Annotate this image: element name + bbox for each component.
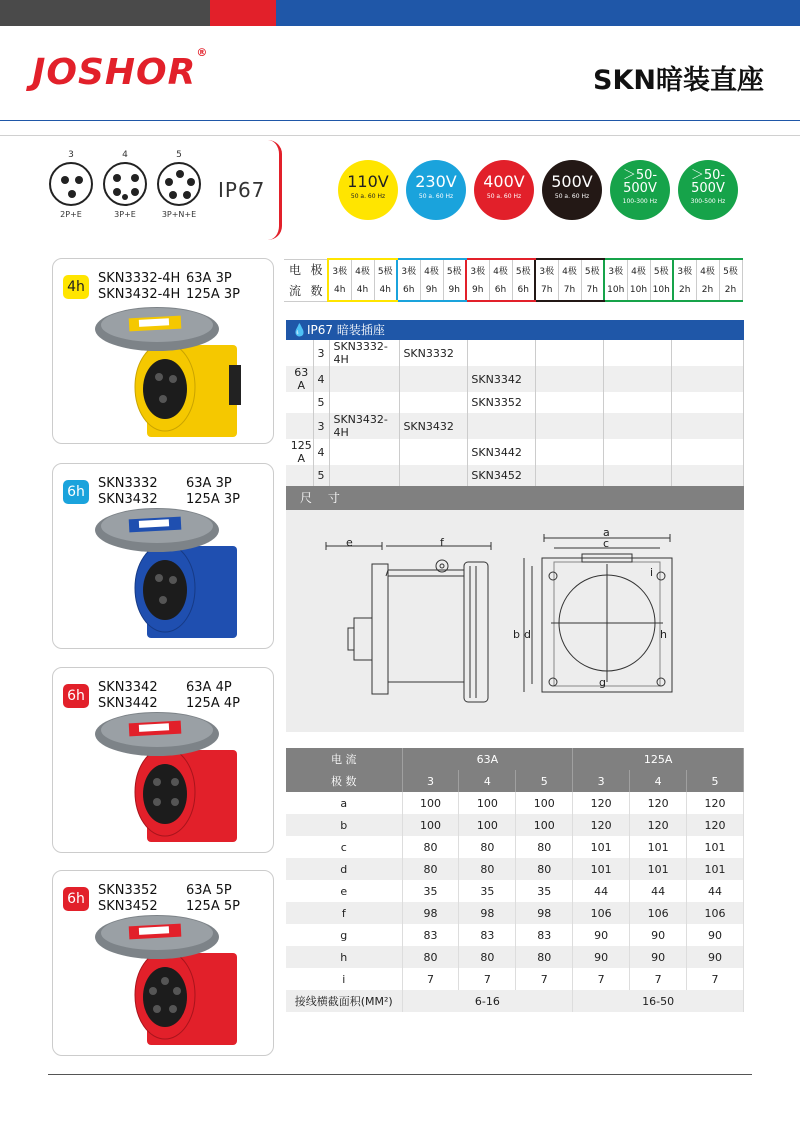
model-line: SKN3442 125A 4P (98, 696, 240, 711)
ip-cell-pole: 3 (314, 413, 330, 439)
grid-hour-cell: 2h (673, 280, 696, 301)
grid-hour-cell: 10h (627, 280, 650, 301)
product-card-6h-4p (52, 667, 274, 853)
ip-table-row (286, 366, 744, 392)
spec-cell: 106 (573, 902, 630, 924)
top-color-bar (0, 0, 800, 26)
dim-label-c: c (603, 537, 610, 550)
pin-diagram-4: 4 3P+E (102, 150, 148, 219)
spec-cell: 80 (402, 836, 459, 858)
grid-hour-cell: 7h (558, 280, 581, 301)
wire-label: 接线横截面积(MM²) (286, 990, 402, 1012)
spec-cell: 7 (687, 968, 744, 990)
spec-cell: 35 (516, 880, 573, 902)
grid-hour-cell: 9h (466, 280, 489, 301)
spec-wire-row (286, 990, 744, 1012)
spec-cell: 101 (687, 836, 744, 858)
brand-logo: JOSHOR® (32, 46, 209, 93)
spec-cell: 120 (630, 792, 687, 814)
spec-cell: 100 (516, 814, 573, 836)
ip-cell-pole: 5 (314, 392, 330, 413)
ip-cell-c1: SKN3432-4H (330, 413, 400, 439)
spec-cell: 80 (459, 946, 516, 968)
grid-pole-cell: 4极 (558, 259, 581, 280)
spec-cell: 98 (402, 902, 459, 924)
ip-cell-c1 (330, 465, 400, 486)
grid-hour-cell: 6h (512, 280, 535, 301)
socket-product-image (89, 915, 249, 1050)
product-card-6h-5p (52, 870, 274, 1056)
ip-cell-c2 (400, 439, 468, 465)
spec-cell: 80 (516, 836, 573, 858)
ip-cell-amp: 63 A (286, 366, 314, 392)
grid-pole-cell: 3极 (397, 259, 420, 280)
dimension-drawing-panel (286, 510, 744, 732)
dimension-drawing (286, 510, 744, 732)
dim-label-e: e (346, 536, 353, 549)
pin-diagram-5: 5 3P+N+E (156, 150, 202, 219)
ip-empty-cell (672, 465, 744, 486)
spec-cell: 83 (516, 924, 573, 946)
grid-pole-cell: 5极 (650, 259, 673, 280)
ip-table-row (286, 465, 744, 486)
socket-product-image (89, 508, 249, 643)
grid-pole-cell: 5极 (719, 259, 742, 280)
ip-cell-c2 (400, 392, 468, 413)
spec-cell: b (286, 814, 402, 836)
voltage-230v-badge: 230V 50 a. 60 Hz (406, 160, 466, 220)
spec-cell: 7 (516, 968, 573, 990)
ip-empty-cell (672, 413, 744, 439)
voltage-400v-badge: 400V 50 a. 60 Hz (474, 160, 534, 220)
spec-cell: 7 (573, 968, 630, 990)
dimension-section-header: 尺 寸 (286, 486, 744, 510)
spec-row (286, 924, 744, 946)
spec-cell: 90 (630, 924, 687, 946)
ip67-section-header: 💧IP67 暗装插座 (286, 320, 744, 340)
spec-cell: 90 (687, 946, 744, 968)
grid-hour-cell: 4h (328, 280, 351, 301)
ip-cell-amp: 125 A (286, 439, 314, 465)
spec-row (286, 858, 744, 880)
product-card-4h (52, 258, 274, 444)
spec-cell: 120 (630, 814, 687, 836)
wire-63a: 6-16 (402, 990, 573, 1012)
hour-badge: 6h (63, 887, 89, 911)
grid-hour-cell: 2h (719, 280, 742, 301)
spec-cell: 106 (687, 902, 744, 924)
spec-cell: 44 (630, 880, 687, 902)
grid-pole-cell: 3极 (604, 259, 627, 280)
ip-cell-c1: SKN3332-4H (330, 340, 400, 366)
spec-cell: 90 (630, 946, 687, 968)
spec-cell: 101 (573, 836, 630, 858)
spec-cell: 83 (459, 924, 516, 946)
spec-head-label: 电 流 (286, 748, 402, 770)
ip-cell-c2 (400, 366, 468, 392)
spec-cell: e (286, 880, 402, 902)
grid-head: 流 (284, 280, 306, 301)
voltage-110v-badge: 110V 50 a. 60 Hz (338, 160, 398, 220)
spec-cell: d (286, 858, 402, 880)
ip-cell-c2: SKN3432 (400, 413, 468, 439)
ip-empty-cell (536, 413, 604, 439)
spec-cell: 35 (402, 880, 459, 902)
grid-hour-cell: 9h (443, 280, 466, 301)
ip-cell-c2: SKN3332 (400, 340, 468, 366)
grid-pole-cell: 3极 (673, 259, 696, 280)
spec-head-cell: 3 (573, 770, 630, 792)
spec-head-cell: 4 (630, 770, 687, 792)
ip-empty-cell (604, 413, 672, 439)
spec-cell: 80 (459, 858, 516, 880)
spec-cell: 80 (516, 858, 573, 880)
product-card-6h-3p (52, 463, 274, 649)
ip-empty-cell (604, 340, 672, 366)
ip-empty-cell (672, 340, 744, 366)
ip67-model-table (286, 340, 744, 486)
spec-cell: h (286, 946, 402, 968)
ip-empty-cell (536, 340, 604, 366)
grid-hour-cell: 7h (581, 280, 604, 301)
ip-cell-c3: SKN3442 (468, 439, 536, 465)
spec-head-125a: 125A (573, 748, 744, 770)
grid-pole-cell: 5极 (374, 259, 397, 280)
model-line: SKN3452 125A 5P (98, 899, 240, 914)
grid-hour-cell: 6h (397, 280, 420, 301)
spec-head-63a: 63A (402, 748, 573, 770)
model-line: SKN3332 63A 3P (98, 476, 232, 491)
spec-cell: 98 (459, 902, 516, 924)
grid-head: 极 (306, 259, 328, 280)
spec-cell: 120 (687, 792, 744, 814)
voltage-50-500v-100-300hz-badge: ＞50-500V 100-300 Hz (610, 160, 670, 220)
divider (0, 120, 800, 121)
grid-pole-cell: 4极 (627, 259, 650, 280)
spec-cell: 100 (459, 792, 516, 814)
spec-cell: 100 (459, 814, 516, 836)
spec-row (286, 902, 744, 924)
ip-cell-c2 (400, 465, 468, 486)
grid-hour-cell: 7h (535, 280, 558, 301)
spec-cell: 120 (573, 814, 630, 836)
spec-cell: f (286, 902, 402, 924)
ip-cell-pole: 4 (314, 366, 330, 392)
ip-empty-cell (604, 465, 672, 486)
spec-head-cell: 5 (516, 770, 573, 792)
spec-cell: 120 (573, 792, 630, 814)
hour-badge: 6h (63, 480, 89, 504)
ip-cell-c1 (330, 439, 400, 465)
ip-empty-cell (672, 392, 744, 413)
spec-head-cell: 5 (687, 770, 744, 792)
ip-cell-pole: 4 (314, 439, 330, 465)
ip-cell-amp (286, 413, 314, 439)
spec-row (286, 836, 744, 858)
model-line: SKN3342 63A 4P (98, 680, 232, 695)
ip-table-row (286, 340, 744, 366)
spec-header-current (286, 748, 744, 770)
spec-cell: 101 (573, 858, 630, 880)
spec-cell: 80 (516, 946, 573, 968)
spec-cell: 120 (687, 814, 744, 836)
pin-diagram-3: 3 2P+E (48, 150, 94, 219)
socket-product-image (89, 307, 249, 442)
spec-cell: 90 (573, 946, 630, 968)
spec-cell: 106 (630, 902, 687, 924)
grid-pole-cell: 4极 (489, 259, 512, 280)
dim-label-d: d (524, 628, 531, 641)
spec-cell: 100 (402, 814, 459, 836)
spec-cell: 100 (402, 792, 459, 814)
grid-hour-cell: 10h (650, 280, 673, 301)
spec-cell: a (286, 792, 402, 814)
spec-row (286, 814, 744, 836)
spec-cell: 101 (687, 858, 744, 880)
spec-cell: 100 (516, 792, 573, 814)
ip-empty-cell (672, 366, 744, 392)
divider (0, 135, 800, 136)
spec-header-poles (286, 770, 744, 792)
ip-empty-cell (536, 465, 604, 486)
ip-rating: IP67 (218, 178, 266, 202)
grid-hour-cell: 4h (374, 280, 397, 301)
grid-pole-cell: 5极 (581, 259, 604, 280)
ip-empty-cell (536, 392, 604, 413)
grid-hour-cell: 10h (604, 280, 627, 301)
spec-head-cell: 4 (459, 770, 516, 792)
wire-125a: 16-50 (573, 990, 744, 1012)
spec-cell: 80 (402, 946, 459, 968)
spec-cell: 7 (402, 968, 459, 990)
spec-cell: i (286, 968, 402, 990)
grid-hour-cell: 2h (696, 280, 719, 301)
spec-cell: 90 (573, 924, 630, 946)
spec-cell: 7 (630, 968, 687, 990)
grid-pole-cell: 3极 (328, 259, 351, 280)
model-line: SKN3432 125A 3P (98, 492, 240, 507)
ip-cell-amp (286, 392, 314, 413)
grid-hour-cell: 4h (351, 280, 374, 301)
spec-cell: 80 (402, 858, 459, 880)
ip-table-row (286, 439, 744, 465)
spec-cell: 35 (459, 880, 516, 902)
ip-cell-amp (286, 340, 314, 366)
grid-pole-cell: 4极 (420, 259, 443, 280)
grid-pole-cell: 4极 (696, 259, 719, 280)
spec-cell: 83 (402, 924, 459, 946)
spec-row (286, 968, 744, 990)
ip-cell-c3 (468, 413, 536, 439)
ip-empty-cell (536, 366, 604, 392)
spec-cell: 98 (516, 902, 573, 924)
ip-cell-amp (286, 465, 314, 486)
voltage-50-500v-300-500hz-badge: ＞50-500V 300-500 Hz (678, 160, 738, 220)
ip-empty-cell (672, 439, 744, 465)
spec-head-cell: 极 数 (286, 770, 402, 792)
ip-cell-c1 (330, 392, 400, 413)
grid-pole-cell: 3极 (535, 259, 558, 280)
spec-cell: 80 (459, 836, 516, 858)
model-line: SKN3432-4H 125A 3P (98, 287, 240, 302)
spec-cell: 44 (687, 880, 744, 902)
ip-cell-c1 (330, 366, 400, 392)
spec-head-cell: 3 (402, 770, 459, 792)
ip-cell-c3 (468, 340, 536, 366)
page-title: SKN暗装直座 (593, 65, 764, 96)
dim-label-a: a (603, 526, 610, 539)
dim-label-h: h (660, 628, 667, 641)
voltage-500v-badge: 500V 50 a. 60 Hz (542, 160, 602, 220)
footer-divider (48, 1074, 752, 1075)
ip-cell-c3: SKN3352 (468, 392, 536, 413)
ip-empty-cell (604, 439, 672, 465)
hour-badge: 4h (63, 275, 89, 299)
socket-product-image (89, 712, 249, 847)
spec-cell: 44 (573, 880, 630, 902)
grid-hour-cell: 9h (420, 280, 443, 301)
model-line: SKN3332-4H 63A 3P (98, 271, 232, 286)
ip-empty-cell (604, 392, 672, 413)
grid-pole-cell: 3极 (466, 259, 489, 280)
dim-label-b: b (513, 628, 520, 641)
spec-cell: 101 (630, 858, 687, 880)
hour-badge: 6h (63, 684, 89, 708)
dim-label-g: g (599, 676, 606, 689)
spec-row (286, 946, 744, 968)
model-line: SKN3352 63A 5P (98, 883, 232, 898)
ip-cell-c3: SKN3452 (468, 465, 536, 486)
ip-table-row (286, 413, 744, 439)
ip-cell-pole: 5 (314, 465, 330, 486)
dimension-spec-table (286, 748, 744, 1012)
grid-hour-cell: 6h (489, 280, 512, 301)
spec-cell: g (286, 924, 402, 946)
grid-head: 数 (306, 280, 328, 301)
spec-cell: 90 (687, 924, 744, 946)
spec-row (286, 792, 744, 814)
spec-cell: c (286, 836, 402, 858)
ip-empty-cell (536, 439, 604, 465)
ip-cell-pole: 3 (314, 340, 330, 366)
grid-pole-cell: 4极 (351, 259, 374, 280)
ip-table-row (286, 392, 744, 413)
dim-label-f: f (440, 536, 444, 549)
ip-cell-c3: SKN3342 (468, 366, 536, 392)
spec-cell: 101 (630, 836, 687, 858)
spec-row (286, 880, 744, 902)
grid-pole-cell: 5极 (512, 259, 535, 280)
poles-hours-grid (284, 258, 743, 302)
ip-empty-cell (604, 366, 672, 392)
grid-head: 电 (284, 259, 306, 280)
dim-label-i: i (650, 566, 654, 579)
grid-pole-cell: 5极 (443, 259, 466, 280)
spec-cell: 7 (459, 968, 516, 990)
